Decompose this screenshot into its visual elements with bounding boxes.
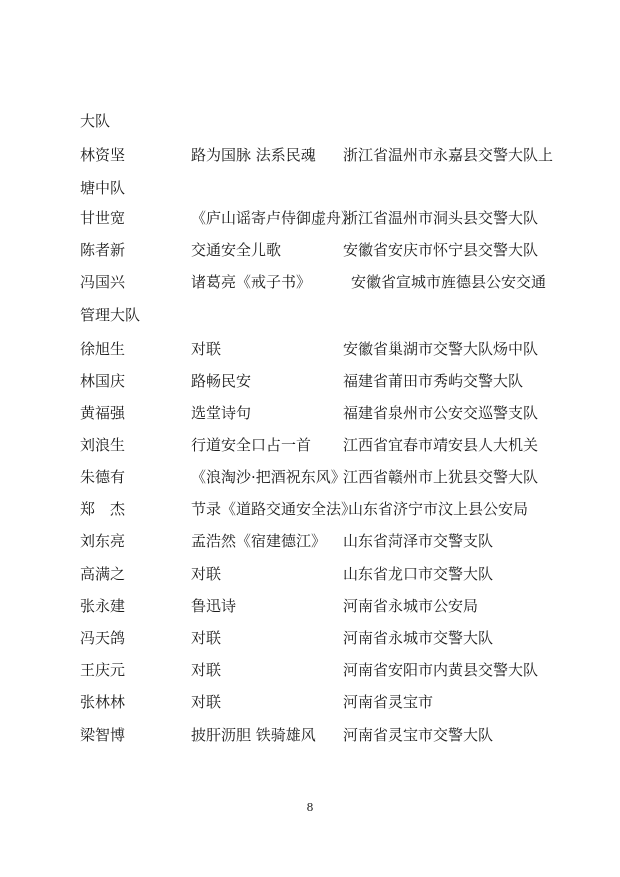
entry-org: 江西省宜春市靖安县人大机关	[343, 436, 539, 454]
entry-name: 朱德有	[80, 468, 126, 486]
entry-title: 交通安全儿歌	[191, 241, 282, 259]
page-number: 8	[306, 801, 314, 814]
entry-title: 披肝沥胆 铁骑雄风	[191, 726, 316, 744]
entry-org: 福建省莆田市秀屿交警大队	[343, 372, 524, 390]
entry-title: 节录《道路交通安全法》	[191, 500, 357, 518]
entry-org: 河南省安阳市内黄县交警大队	[343, 661, 539, 679]
entry-title: 路畅民安	[191, 372, 252, 390]
entry-org: 山东省济宁市汶上县公安局	[348, 500, 529, 518]
continuation-text: 管理大队	[80, 306, 141, 324]
entry-name: 梁智博	[80, 726, 126, 744]
entry-name: 高满之	[80, 565, 126, 583]
entry-org: 福建省泉州市公安交巡警支队	[343, 404, 539, 422]
entry-title: 对联	[191, 661, 222, 679]
entry-title: 选堂诗句	[191, 404, 252, 422]
entry-title: 诸葛亮《戒子书》	[191, 273, 312, 291]
entry-title: 鲁迅诗	[191, 597, 237, 615]
entry-org: 安徽省宣城市旌德县公安交通	[351, 273, 547, 291]
entry-title: 对联	[191, 693, 222, 711]
entry-name: 冯天鸽	[80, 629, 126, 647]
entry-org: 河南省永城市交警大队	[343, 629, 494, 647]
entry-org: 浙江省温州市永嘉县交警大队上	[343, 146, 554, 164]
entry-org: 山东省菏泽市交警支队	[343, 532, 494, 550]
entry-title: 孟浩然《宿建德江》	[191, 532, 327, 550]
entry-title: 《庐山谣寄卢侍御虚舟》	[191, 209, 357, 227]
entry-name: 林国庆	[80, 372, 126, 390]
entry-name: 黄福强	[80, 404, 126, 422]
entry-org: 浙江省温州市洞头县交警大队	[343, 209, 539, 227]
entry-name: 王庆元	[80, 661, 126, 679]
entry-name: 甘世宽	[80, 209, 126, 227]
entry-name: 张永建	[80, 597, 126, 615]
entry-org: 河南省永城市公安局	[343, 597, 479, 615]
continuation-text: 大队	[80, 112, 111, 130]
continuation-text: 塘中队	[80, 179, 126, 197]
entry-org: 河南省灵宝市交警大队	[343, 726, 494, 744]
entry-org: 山东省龙口市交警大队	[343, 565, 494, 583]
entry-title: 对联	[191, 629, 222, 647]
entry-title: 路为国脉 法系民魂	[191, 146, 316, 164]
entry-name: 郑 杰	[80, 500, 126, 518]
entry-org: 河南省灵宝市	[343, 693, 434, 711]
entry-title: 行道安全口占一首	[191, 436, 312, 454]
entry-org: 江西省赣州市上犹县交警大队	[343, 468, 539, 486]
entry-org: 安徽省安庆市怀宁县交警大队	[343, 241, 539, 259]
entry-name: 刘浪生	[80, 436, 126, 454]
entry-title: 《浪淘沙·把酒祝东风》	[191, 468, 346, 486]
entry-name: 徐旭生	[80, 340, 126, 358]
entry-name: 刘东亮	[80, 532, 126, 550]
entry-org: 安徽省巢湖市交警大队炀中队	[343, 340, 539, 358]
entry-name: 林资坚	[80, 146, 126, 164]
entry-name: 陈者新	[80, 241, 126, 259]
entry-name: 冯国兴	[80, 273, 126, 291]
entry-name: 张林林	[80, 693, 126, 711]
entry-title: 对联	[191, 565, 222, 583]
entry-title: 对联	[191, 340, 222, 358]
